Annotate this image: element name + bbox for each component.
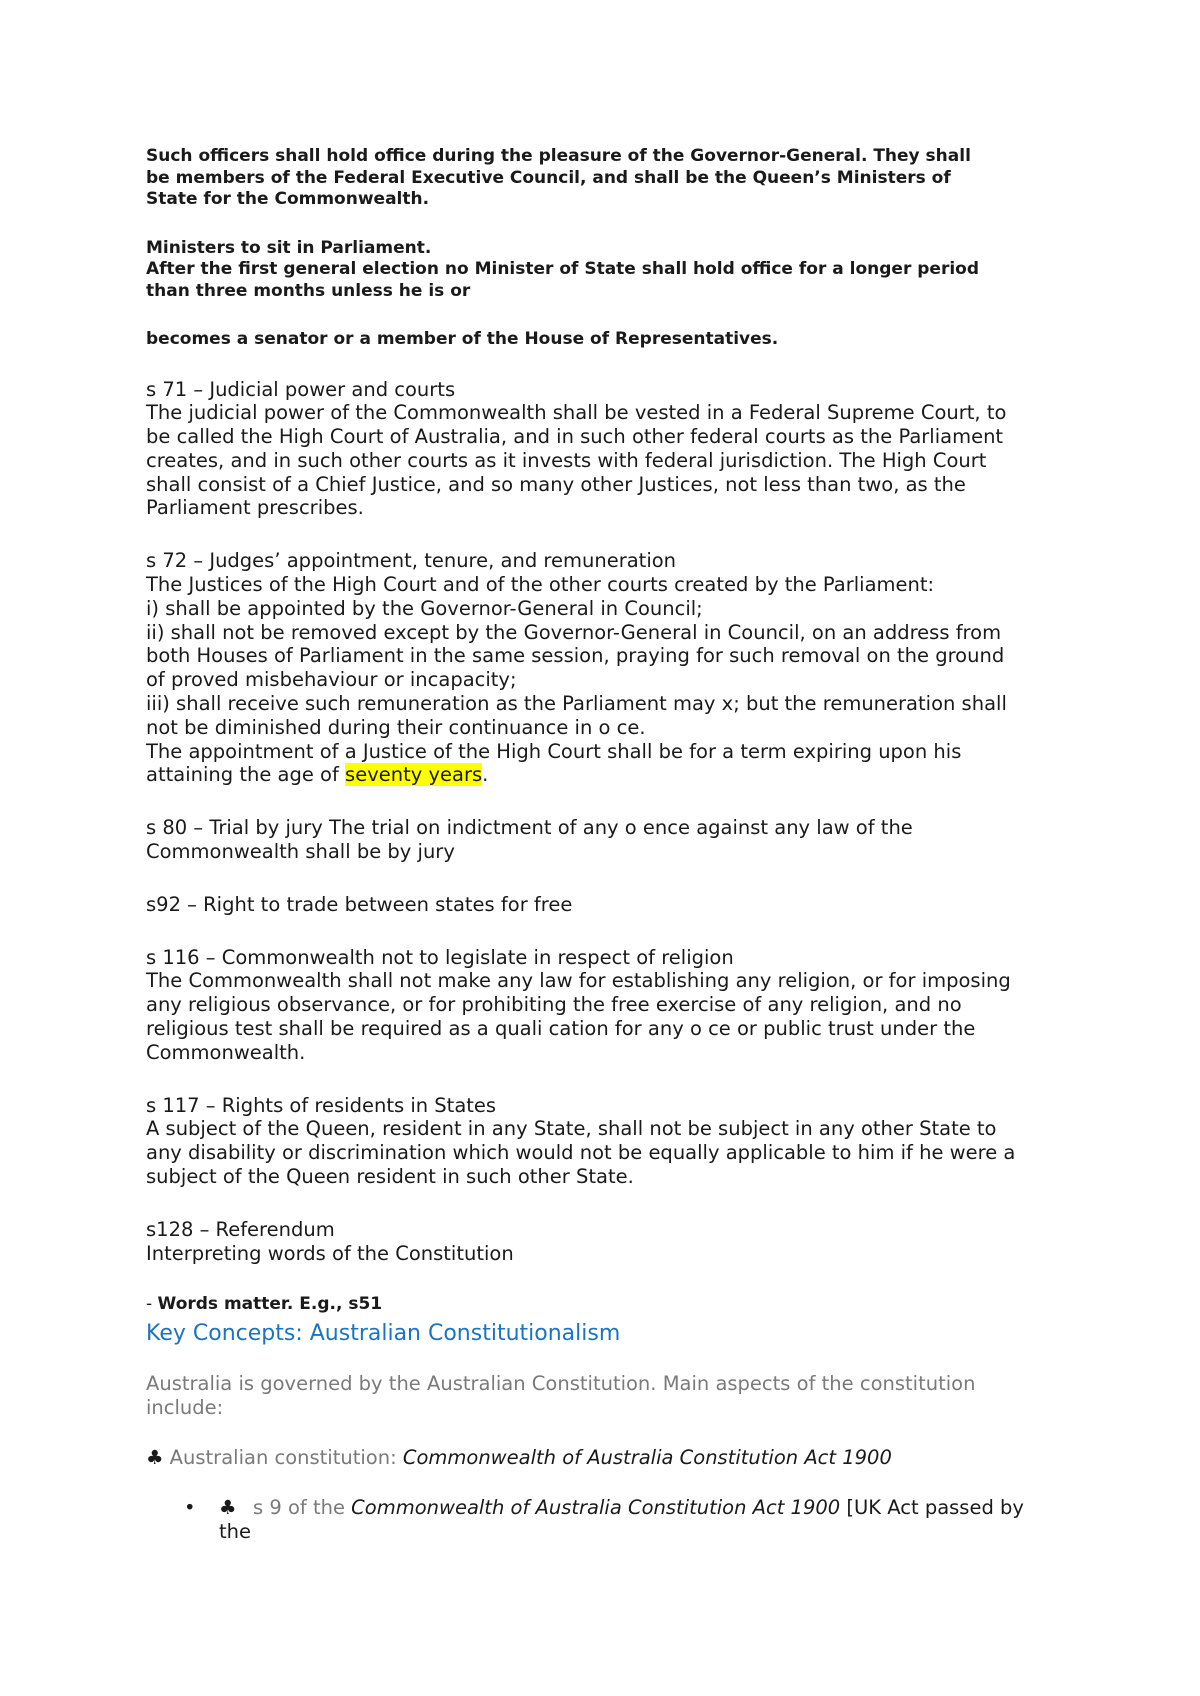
ministers-paragraph <box>146 238 1076 303</box>
s72-line: The Justices of the High Court and of the other courts created by the Parliament: <box>146 573 935 597</box>
s72-heading: s 72 – Judges’ appointment, tenure, and remuneration <box>146 549 677 573</box>
s71-line: The judicial power of the Commonwealth shall be vested in a Federal Supreme Court, to <box>146 401 1007 425</box>
ministers-line-1: After the first general election no Minister of State shall hold office for a longer period <box>146 259 980 279</box>
s117-line: subject of the Queen resident in such other State. <box>146 1165 634 1189</box>
s72-section <box>146 549 1076 787</box>
club-icon: ♣ <box>219 1495 237 1519</box>
list-item-prefix: s 9 of the <box>253 1495 352 1519</box>
ministers-line-3-paragraph <box>146 329 1076 351</box>
intro-line-1: Such officers shall hold office during the pleasure of the Governor-General. They shall <box>146 146 971 166</box>
words-matter-line <box>146 1294 1076 1316</box>
words-matter-text: Words matter. E.g., s51 <box>157 1294 383 1315</box>
s72-line: i) shall be appointed by the Governor-General in Council; <box>146 596 703 620</box>
list-item-suffix: [UK Act passed by <box>840 1495 1024 1519</box>
s117-line: A subject of the Queen, resident in any State, shall not be subject in any other State to <box>146 1117 997 1141</box>
s128-line-2: Interpreting words of the Constitution <box>146 1241 514 1265</box>
s71-section <box>146 378 1076 521</box>
ministers-title: Ministers to sit in Parliament. <box>146 237 432 258</box>
s72-last-suffix: . <box>482 763 489 787</box>
s117-line: any disability or discrimination which would not be equally applicable to him if he were a <box>146 1141 1016 1165</box>
constitution-item <box>146 1446 1076 1470</box>
intro-paragraph <box>146 146 1076 211</box>
words-matter-dash: - <box>146 1294 158 1315</box>
s72-line: The appointment of a Justice of the High Court shall be for a term expiring upon his <box>146 739 962 763</box>
s71-line: shall consist of a Chief Justice, and so many other Justices, not less than two, as the <box>146 472 966 496</box>
s71-line: Parliament prescribes. <box>146 496 364 520</box>
s116-heading: s 116 – Commonwealth not to legislate in respect of religion <box>146 945 734 969</box>
key-concepts-line-1: Australia is governed by the Australian Constitution. Main aspects of the constitution <box>146 1371 976 1395</box>
key-concepts-line-2: include: <box>146 1395 224 1419</box>
s128-section <box>146 1218 1076 1266</box>
key-concepts-paragraph <box>146 1372 1076 1420</box>
constitution-item-label: Australian constitution: <box>163 1445 403 1469</box>
s117-heading: s 117 – Rights of residents in States <box>146 1093 497 1117</box>
s72-line: not be diminished during their continuance in o ce. <box>146 715 646 739</box>
s72-line: iii) shall receive such remuneration as the Parliament may x; but the remuneration shall <box>146 692 1007 716</box>
s71-line: creates, and in such other courts as it invests with federal jurisdiction. The High Court <box>146 448 987 472</box>
s80-line-2: Commonwealth shall be by jury <box>146 840 455 864</box>
s72-line: of proved misbehaviour or incapacity; <box>146 668 517 692</box>
s72-line: both Houses of Parliament in the same session, praying for such removal on the ground <box>146 644 1005 668</box>
s71-line: be called the High Court of Australia, and in such other federal courts as the Parliament <box>146 425 1004 449</box>
list-item-line-2: the <box>219 1519 252 1543</box>
document-page <box>146 146 1076 1544</box>
ministers-line-3: becomes a senator or a member of the House of Representatives. <box>146 329 779 349</box>
s116-section <box>146 946 1076 1065</box>
list-item-act-title: Commonwealth of Australia Constitution Act 1900 <box>351 1495 841 1519</box>
s116-line: any religious observance, or for prohibiting the free exercise of any religion, and no <box>146 993 962 1017</box>
highlighted-text: seventy years <box>345 763 483 787</box>
intro-line-2: be members of the Federal Executive Council, and shall be the Queen’s Ministers of <box>146 167 951 188</box>
intro-line-3: State for the Commonwealth. <box>146 189 430 209</box>
club-icon: ♣ <box>146 1445 164 1469</box>
s117-section <box>146 1094 1076 1189</box>
s71-heading: s 71 – Judicial power and courts <box>146 377 456 401</box>
s92-line-1: s92 – Right to trade between states for free <box>146 892 573 916</box>
s128-heading: s128 – Referendum <box>146 1217 335 1241</box>
s80-line-1: s 80 – Trial by jury The trial on indictment of any o ence against any law of the <box>146 816 913 840</box>
s92-section <box>146 893 1076 917</box>
s72-line: ii) shall not be removed except by the Governor-General in Council, on an address from <box>146 620 1002 644</box>
bullet-icon: • <box>184 1495 196 1519</box>
key-concepts-heading: Key Concepts: Australian Constitutionalism <box>146 1320 621 1346</box>
s116-line: The Commonwealth shall not make any law for establishing any religion, or for imposing <box>146 969 1011 993</box>
constitution-act-title: Commonwealth of Australia Constitution Act 1900 <box>402 1445 892 1469</box>
s80-section <box>146 816 1076 864</box>
list-item <box>146 1496 1076 1544</box>
s72-last-prefix: attaining the age of <box>146 763 346 787</box>
s116-line: Commonwealth. <box>146 1040 306 1064</box>
s116-line: religious test shall be required as a quali cation for any o ce or public trust under the <box>146 1017 976 1041</box>
ministers-line-2: than three months unless he is or <box>146 280 471 301</box>
